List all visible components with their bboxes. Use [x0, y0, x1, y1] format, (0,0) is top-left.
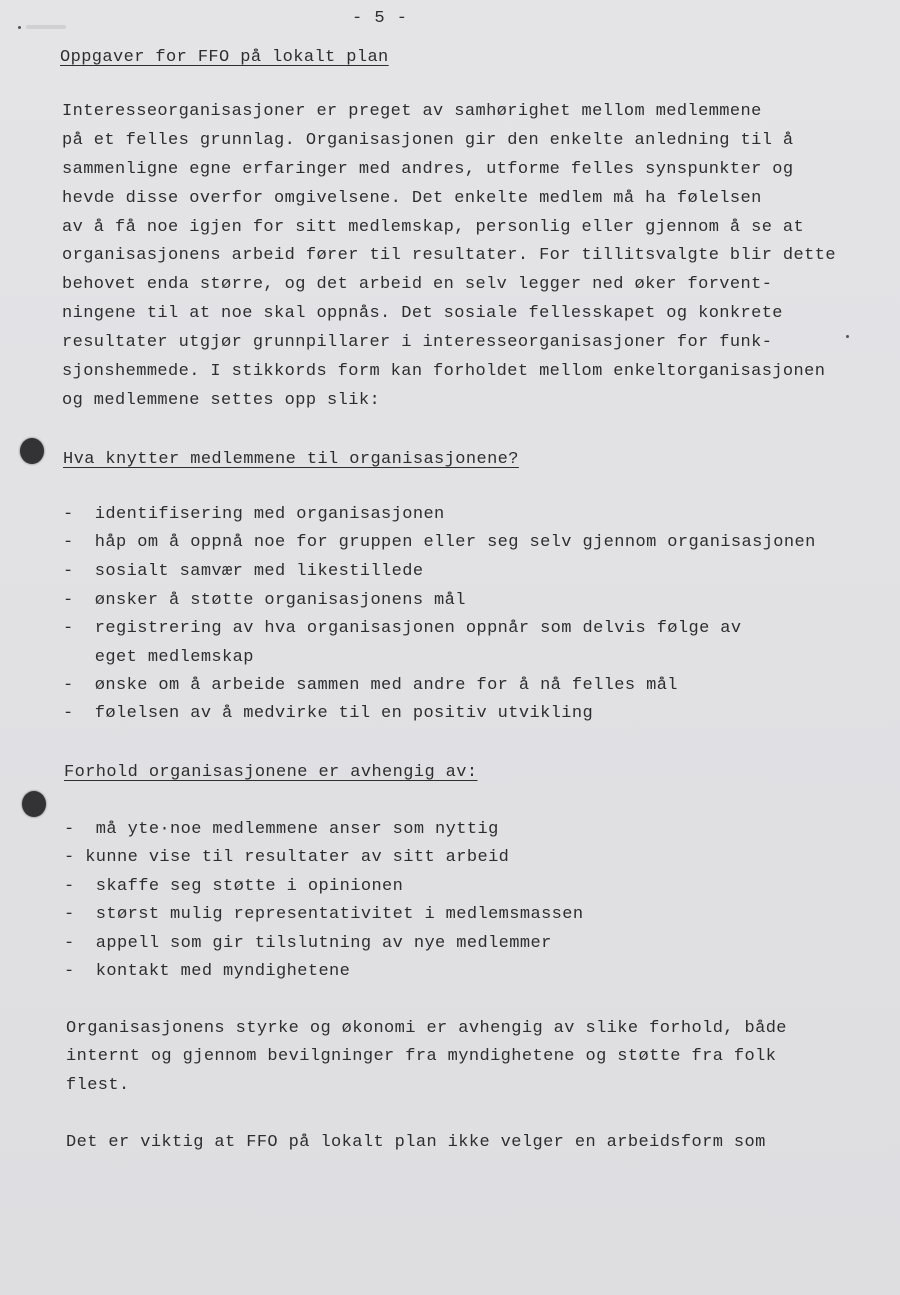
closing-line: internt og gjennom bevilgninger fra myndighetene og støtte fra folk [66, 1047, 777, 1066]
list-item: - må yte·noe medlemmene anser som nyttig [64, 820, 499, 839]
list-item: - ønsker å støtte organisasjonens mål [63, 591, 466, 610]
intro-line: sjonshemmede. I stikkords form kan forholdet mellom enkeltorganisasjonen [62, 362, 826, 381]
intro-line: behovet enda større, og det arbeid en selv legger ned øker forvent- [62, 275, 773, 294]
list-item: - håp om å oppnå noe for gruppen eller seg selv gjennom organisasjonen [63, 533, 816, 552]
list-item: - kunne vise til resultater av sitt arbeid [64, 848, 510, 867]
list-item: - identifisering med organisasjonen [63, 505, 445, 524]
intro-line: av å få noe igjen for sitt medlemskap, personlig eller gjennom å se at [62, 218, 805, 237]
intro-line: sammenligne egne erfaringer med andres, utforme felles synspunkter og [62, 160, 794, 179]
page-number: - 5 - [352, 9, 409, 28]
closing-line: Organisasjonens styrke og økonomi er avhengig av slike forhold, både [66, 1019, 787, 1038]
intro-line: ningene til at noe skal oppnås. Det sosiale fellesskapet og konkrete [62, 304, 783, 323]
list-item: - følelsen av å medvirke til en positiv utvikling [63, 704, 594, 723]
list-item: - skaffe seg støtte i opinionen [64, 877, 404, 896]
intro-line: Interesseorganisasjoner er preget av samhørighet mellom medlemmene [62, 102, 762, 121]
closing-line: flest. [66, 1076, 130, 1095]
intro-line: resultater utgjør grunnpillarer i interesseorganisasjoner for funk- [62, 333, 773, 352]
intro-line: på et felles grunnlag. Organisasjonen gir den enkelte anledning til å [62, 131, 794, 150]
stray-mark [18, 24, 68, 30]
intro-line: hevde disse overfor omgivelsene. Det enkelte medlem må ha følelsen [62, 189, 762, 208]
section-heading: Hva knytter medlemmene til organisasjonene? [63, 450, 519, 469]
list-item: - kontakt med myndighetene [64, 962, 351, 981]
stray-dot [846, 335, 849, 338]
list-item: - ønske om å arbeide sammen med andre for å nå felles mål [63, 676, 678, 695]
final-line: Det er viktig at FFO på lokalt plan ikke velger en arbeidsform som [66, 1133, 766, 1152]
page-heading: Oppgaver for FFO på lokalt plan [60, 48, 389, 67]
punch-hole [22, 791, 46, 817]
list-item: - appell som gir tilslutning av nye medlemmer [64, 934, 552, 953]
list-item: - størst mulig representativitet i medlemsmassen [64, 905, 584, 924]
intro-line: organisasjonens arbeid fører til resultater. For tillitsvalgte blir dette [62, 246, 836, 265]
punch-hole [20, 438, 44, 464]
section-heading: Forhold organisasjonene er avhengig av: [64, 763, 478, 782]
list-item: - sosialt samvær med likestillede [63, 562, 424, 581]
list-item: - registrering av hva organisasjonen oppnår som delvis følge av [63, 619, 742, 638]
intro-line: og medlemmene settes opp slik: [62, 391, 381, 410]
list-item: eget medlemskap [63, 648, 254, 667]
